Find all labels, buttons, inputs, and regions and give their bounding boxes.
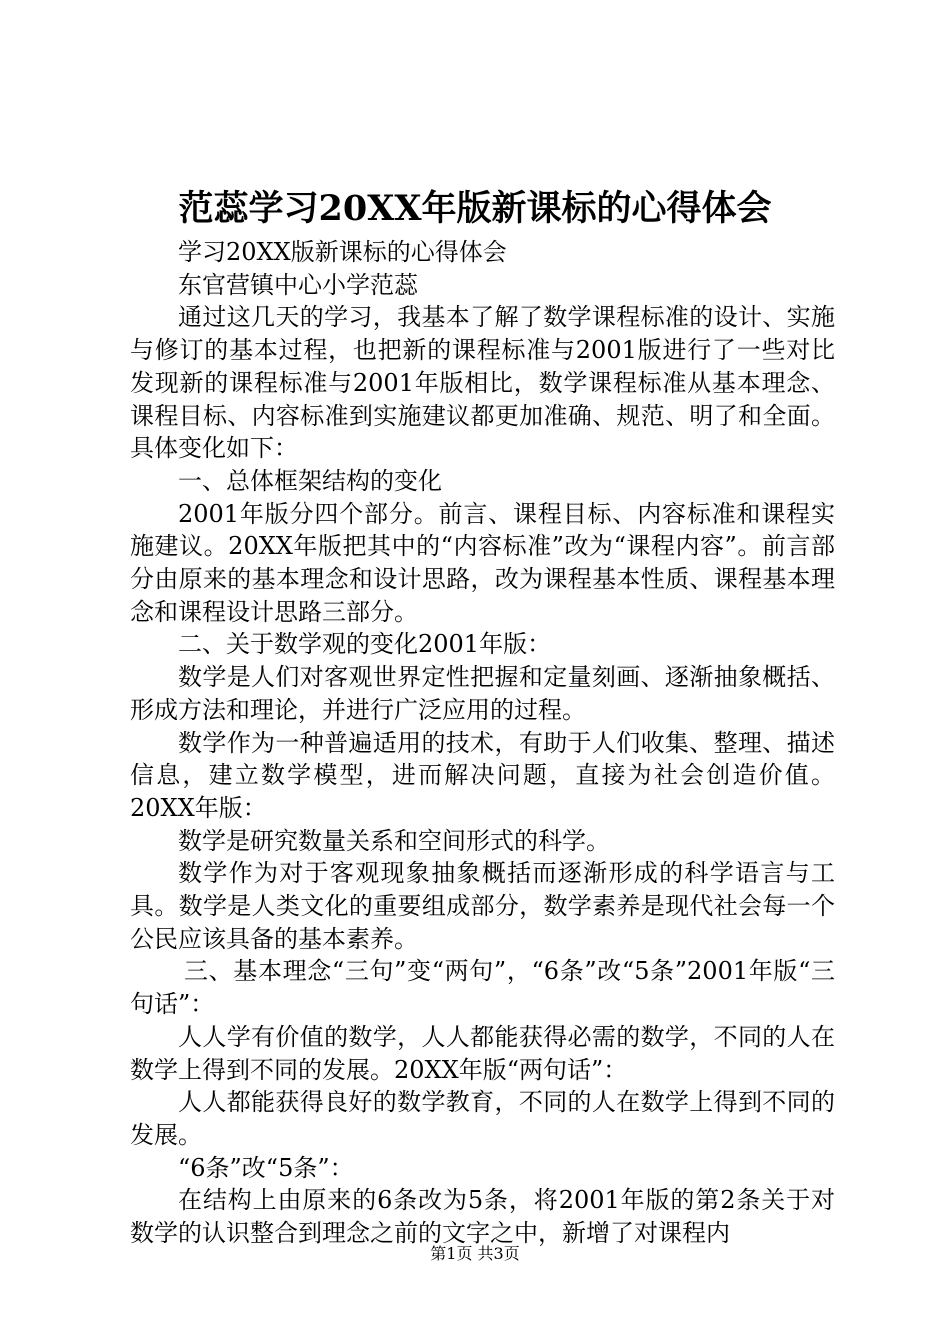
paragraph: 人人都能获得良好的数学教育，不同的人在数学上得到不同的发展。 [130,1088,835,1149]
document-body [130,236,835,1250]
paragraph-author: 东官营镇中心小学范蕊 [178,270,418,299]
paragraph: 通过这几天的学习，我基本了解了数学课程标准的设计、实施与修订的基本过程，也把新的课程标准与2001版进行了一些对比发现新的课程标准与2001年版相比，数学课程标准从基本理念、课程目标、内容标准到实施建议都更加准确、规范、明了和全面。具体变化如下： [130,303,835,463]
document-title: 范蕊学习20XX年版新课标的心得体会 [178,188,772,229]
paragraph: 数学是研究数量关系和空间形式的科学。 [178,826,610,855]
paragraph: 数学作为一种普遍适用的技术，有助于人们收集、整理、描述信息，建立数学模型，进而解决问题，直接为社会创造价值。20XX年版： [130,728,835,822]
section-heading: 三、基本理念“三句”变“两句”，“6条”改“5条”2001年版“三句话”： [130,957,835,1019]
section-heading: 一、总体框架结构的变化 [178,466,442,495]
paragraph-subtitle: 学习20XX版新课标的心得体会 [178,238,507,266]
paragraph: “6条”改“5条”： [178,1153,354,1182]
paragraph: 人人学有价值的数学，人人都能获得必需的数学，不同的人在数学上得到不同的发展。20XX年版“两句话”： [130,1022,835,1084]
paragraph: 数学是人们对客观世界定性把握和定量刻画、逐渐抽象概括、形成方法和理论，并进行广泛应用的过程。 [130,663,835,724]
paragraph: 2001年版分四个部分。前言、课程目标、内容标准和课程实施建议。20XX年版把其中的“内容标准”改为“课程内容”。前言部分由原来的基本理念和设计思路，改为课程基本性质、课程基本理念和课程设计思路三部分。 [130,499,835,626]
section-heading: 二、关于数学观的变化2001年版： [178,630,552,659]
paragraph: 在结构上由原来的6条改为5条，将2001年版的第2条关于对数学的认识整合到理念之前的文字之中，新增了对课程内 [130,1186,835,1248]
paragraph: 数学作为对于客观现象抽象概括而逐渐形成的科学语言与工具。数学是人类文化的重要组成部分，数学素养是现代社会每一个公民应该具备的基本素养。 [130,859,835,953]
page-number-footer: 第1页 共3页 [430,1244,520,1263]
